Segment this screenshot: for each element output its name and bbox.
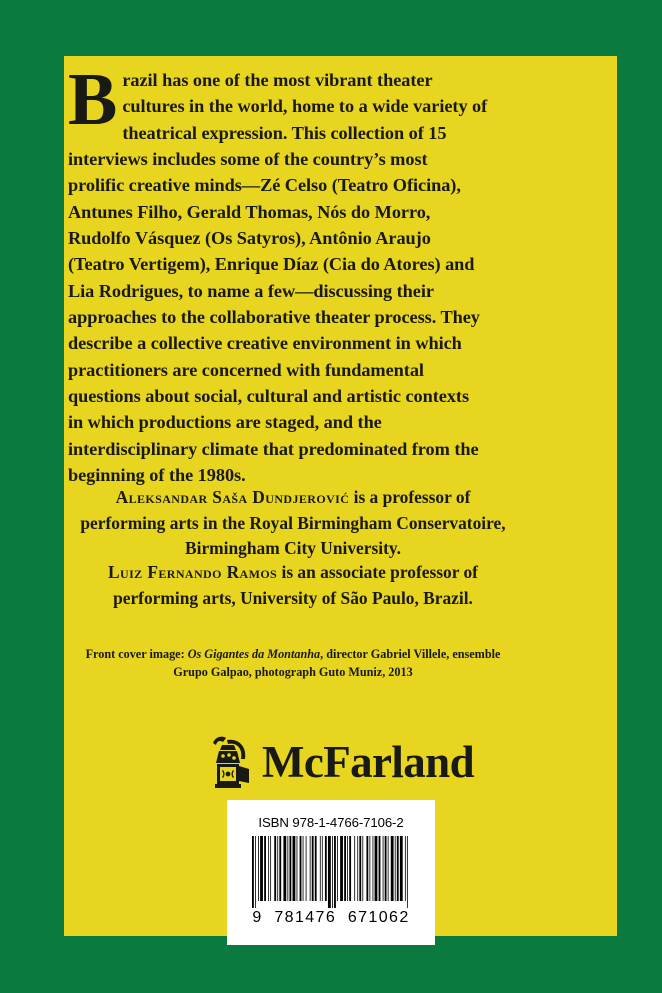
lantern-icon <box>207 733 253 791</box>
credit-suffix: , director Gabriel Villele, ensemble Grupo Galpao, photograph Guto Muniz, 2013 <box>173 647 501 679</box>
publisher-logo <box>64 733 617 791</box>
author-name: Aleksandar Saša Dundjerović <box>115 487 350 507</box>
credit-prefix: Front cover image: <box>85 647 188 661</box>
barcode-block <box>227 800 435 945</box>
credit-work-title: Os Gigantes da Montanha <box>187 647 321 661</box>
isbn-label: ISBN 978-1-4766-7106-2 <box>258 815 404 830</box>
description-text: razil has one of the most vibrant theater cultures in the world, home to a wide variety of theatrical expression. This collection of 15 interviews includes some of the country’s most prolific creative minds—Zé Celso (Teatro Oficina), Antunes Filho, Gerald Thomas, Nós do Morro, Rudolfo Vásquez (Os Satyros), Antônio Araujo (Teatro Vertigem), Enrique Díaz (Cia do Atores) and Lia Rodrigues, to name a few—discussing their approaches to the collaborative theater process. They describe a collective creative environment in which practitioners are concerned with fundamental questions about social, cultural and artistic contexts in which productions are staged, and the interdisciplinary climate that predominated from the beginning of the 1980s. <box>68 70 488 486</box>
author-description: is a professor of performing arts in the Royal Birmingham Conservatoire, Birmingham City University. <box>80 487 506 558</box>
author-name: Luiz Fernando Ramos <box>108 562 278 582</box>
author-bio-aleksandar <box>78 485 508 562</box>
barcode-bars <box>252 836 410 908</box>
author-bio-luiz <box>78 560 508 611</box>
book-description <box>68 59 488 489</box>
author-description: is an associate professor of performing arts, University of São Paulo, Brazil. <box>113 562 478 608</box>
drop-cap-letter: B <box>68 59 118 141</box>
barcode-digits: 9 781476 671062 <box>252 909 410 926</box>
publisher-name: McFarland <box>261 736 475 787</box>
cover-image-credit <box>78 645 508 681</box>
